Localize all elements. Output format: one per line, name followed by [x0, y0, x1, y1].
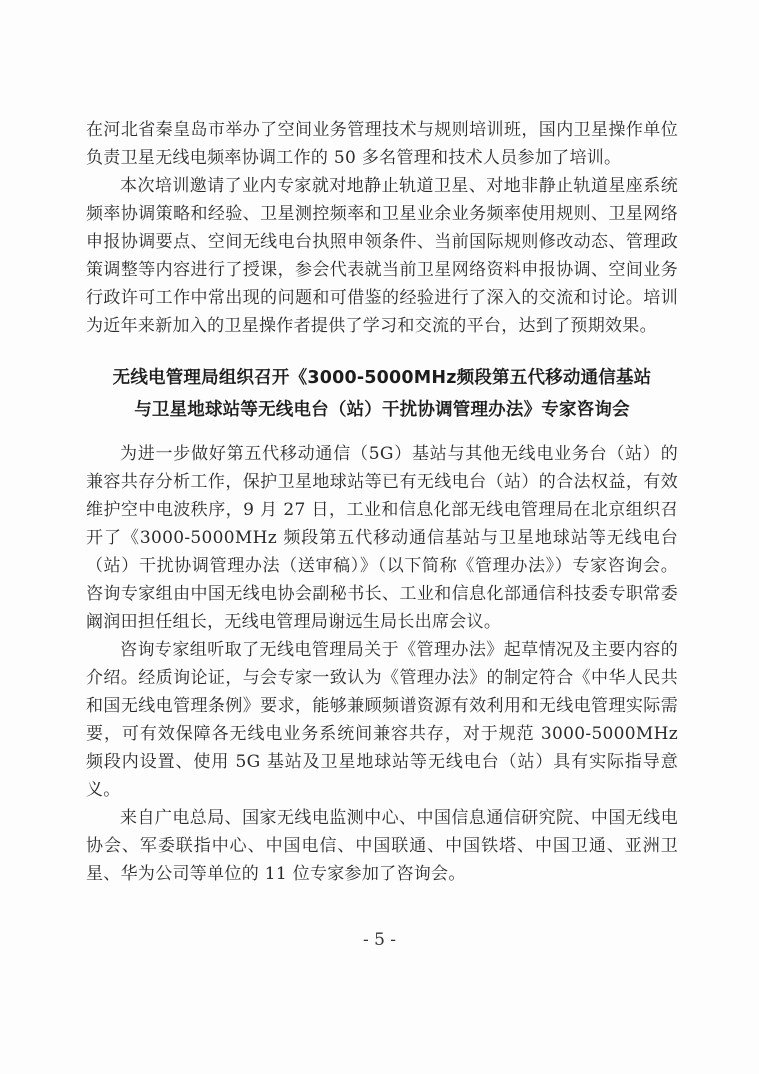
section-heading-line-1: 无线电管理局组织召开《3000-5000MHz频段第五代移动通信基站: [112, 368, 652, 388]
section-heading: [86, 362, 678, 426]
intro-paragraph-1: 在河北省秦皇岛市举办了空间业务管理技术与规则培训班，国内卫星操作单位负责卫星无线电频率协调工作的 50 多名管理和技术人员参加了培训。: [86, 120, 678, 168]
section-paragraph-3: 来自广电总局、国家无线电监测中心、中国信息通信研究院、中国无线电协会、军委联指中心、中国电信、中国联通、中国铁塔、中国卫通、亚洲卫星、华为公司等单位的 11 位专家参加了咨询会。: [86, 808, 678, 884]
page-content: [86, 116, 678, 888]
section-paragraph-1: 为进一步做好第五代移动通信（5G）基站与其他无线电业务台（站）的兼容共存分析工作，保护卫星地球站等已有无线电台（站）的合法权益，有效维护空中电波秩序，9 月 27 日，工业和信息化部无线电管理局在北京组织召开了《3000-5000MHz 频段第五代移动通信基站与卫星地球站等无线电台（站）干扰协调管理办法（送审稿）》（以下简称《管理办法》）专家咨询会。咨询专家组由中国无线电协会副秘书长、工业和信息化部通信科技委专职常委阚润田担任组长，无线电管理局谢远生局长出席会议。: [86, 444, 678, 632]
section-heading-line-2: 与卫星地球站等无线电台（站）干扰协调管理办法》专家咨询会: [134, 400, 630, 420]
intro-paragraph-2: 本次培训邀请了业内专家就对地静止轨道卫星、对地非静止轨道星座系统频率协调策略和经验、卫星测控频率和卫星业余业务频率使用规则、卫星网络申报协调要点、空间无线电台执照申领条件、当前国际规则修改动态、管理政策调整等内容进行了授课，参会代表就当前卫星网络资料申报协调、空间业务行政许可工作中常出现的问题和可借鉴的经验进行了深入的交流和讨论。培训为近年来新加入的卫星操作者提供了学习和交流的平台，达到了预期效果。: [86, 176, 678, 336]
section-paragraph-2: 咨询专家组听取了无线电管理局关于《管理办法》起草情况及主要内容的介绍。经质询论证，与会专家一致认为《管理办法》的制定符合《中华人民共和国无线电管理条例》要求，能够兼顾频谱资源有效利用和无线电管理实际需要，可有效保障各无线电业务系统间兼容共存，对于规范 3000-5000MHz 频段内设置、使用 5G 基站及卫星地球站等无线电台（站）具有实际指导意义。: [86, 640, 678, 800]
page-number: - 5 -: [362, 930, 397, 950]
